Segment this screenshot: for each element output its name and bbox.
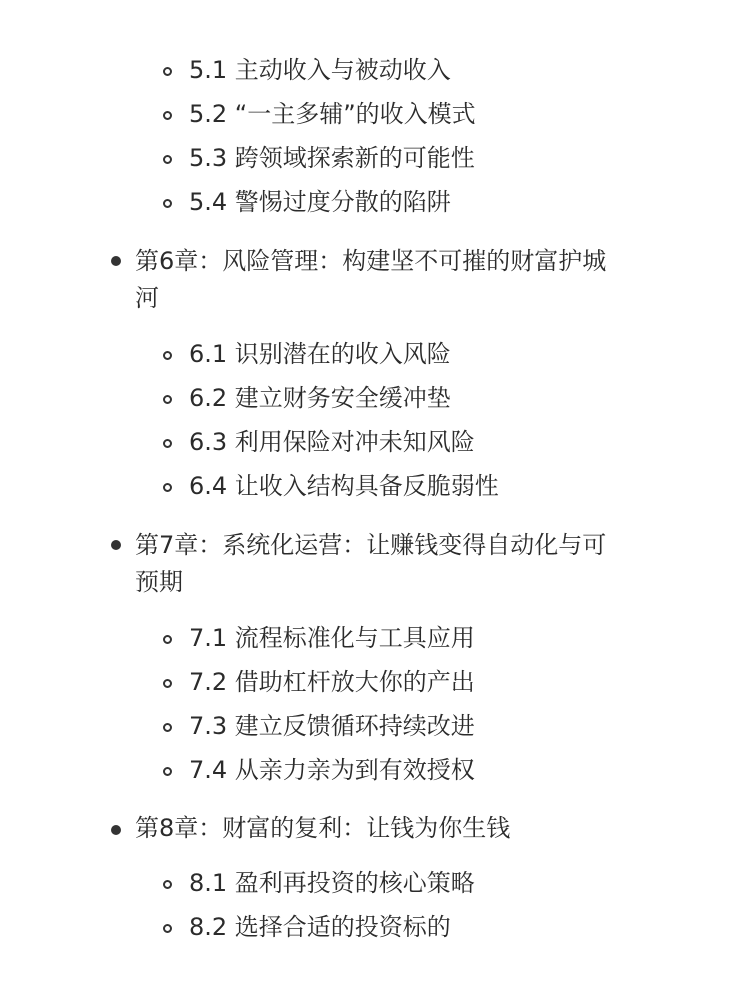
sub-bullet-icon <box>163 395 172 404</box>
sub-bullet-icon <box>163 199 172 208</box>
sub-bullet-icon <box>163 924 172 933</box>
sub-bullet-icon <box>163 483 172 492</box>
chapter-title-line2: 河 <box>135 284 159 312</box>
list-item: 7.2 借助杠杆放大你的产出 <box>189 668 475 696</box>
sub-bullet-icon <box>163 635 172 644</box>
list-item: 7.4 从亲力亲为到有效授权 <box>189 756 475 784</box>
list-item: 5.3 跨领域探索新的可能性 <box>189 144 475 172</box>
list-item: 6.2 建立财务安全缓冲垫 <box>189 384 451 412</box>
list-item: 8.2 选择合适的投资标的 <box>189 913 451 941</box>
chapter-bullet-icon <box>111 256 121 266</box>
chapter-title-line2: 预期 <box>135 568 183 596</box>
list-item: 5.4 警惕过度分散的陷阱 <box>189 188 451 216</box>
sub-bullet-icon <box>163 67 172 76</box>
list-item: 5.2 “一主多辅”的收入模式 <box>189 100 476 128</box>
list-item: 6.1 识别潜在的收入风险 <box>189 340 451 368</box>
chapter-title-line1: 第7章：系统化运营：让赚钱变得自动化与可 <box>135 531 607 559</box>
sub-bullet-icon <box>163 679 172 688</box>
list-item: 7.1 流程标准化与工具应用 <box>189 624 475 652</box>
sub-bullet-icon <box>163 111 172 120</box>
list-item: 5.1 主动收入与被动收入 <box>189 56 451 84</box>
sub-bullet-icon <box>163 880 172 889</box>
sub-bullet-icon <box>163 723 172 732</box>
list-item: 6.3 利用保险对冲未知风险 <box>189 428 475 456</box>
chapter-bullet-icon <box>111 825 121 835</box>
list-item: 6.4 让收入结构具备反脆弱性 <box>189 472 499 500</box>
list-item: 8.1 盈利再投资的核心策略 <box>189 869 475 897</box>
chapter-title-line1: 第6章：风险管理：构建坚不可摧的财富护城 <box>135 247 607 275</box>
sub-bullet-icon <box>163 767 172 776</box>
sub-bullet-icon <box>163 351 172 360</box>
chapter-bullet-icon <box>111 540 121 550</box>
list-item: 7.3 建立反馈循环持续改进 <box>189 712 475 740</box>
sub-bullet-icon <box>163 439 172 448</box>
chapter-title-line1: 第8章：财富的复利：让钱为你生钱 <box>135 814 511 842</box>
sub-bullet-icon <box>163 155 172 164</box>
